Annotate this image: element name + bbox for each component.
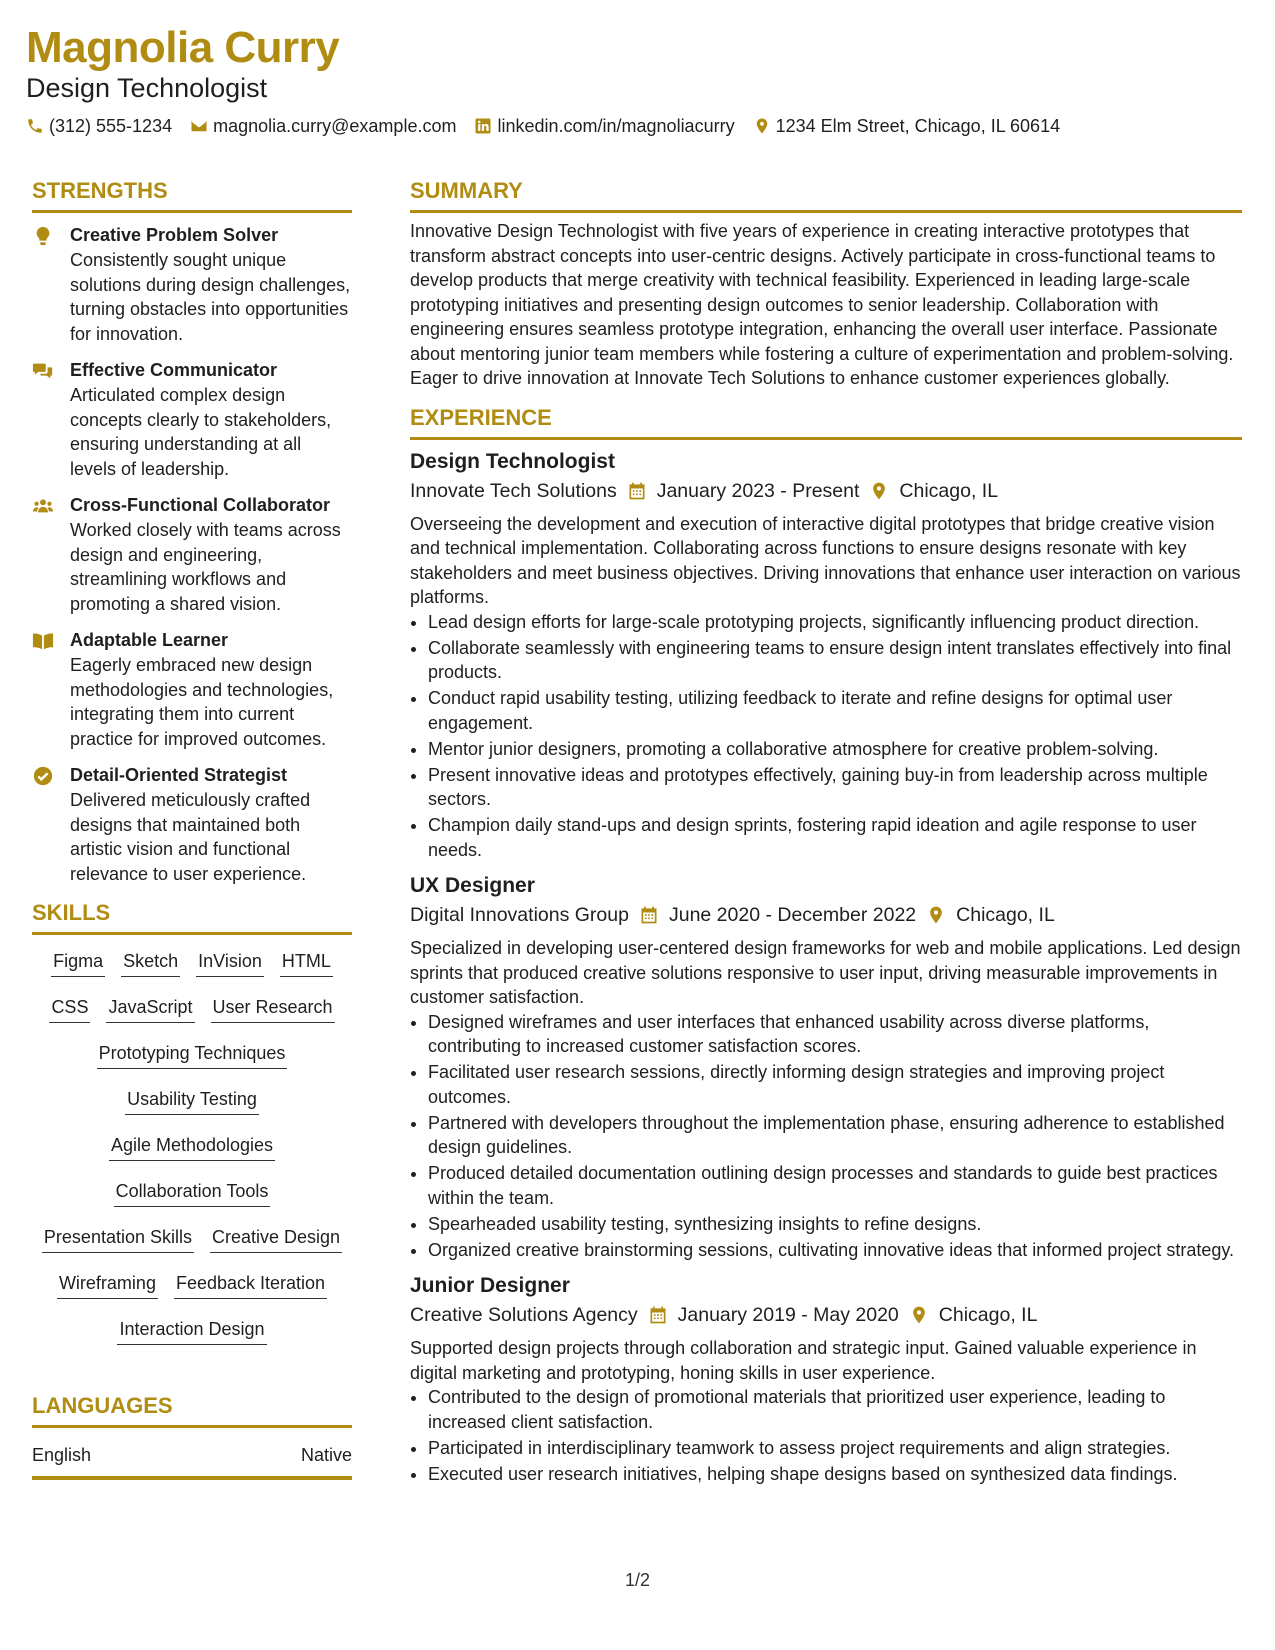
contact-email[interactable] [190, 114, 456, 138]
job-entry [410, 448, 1242, 863]
location-pin-icon [753, 117, 771, 135]
job-location: Chicago, IL [938, 1304, 1038, 1326]
skills-list [32, 943, 352, 1357]
job-title: Design Technologist [410, 449, 615, 473]
job-dates: June 2020 - December 2022 [668, 904, 917, 926]
job-bullet: • Spearheaded usability testing, synthesizing insights to refine designs. [428, 1212, 1242, 1237]
strength-title: Detail-Oriented Strategist [70, 765, 288, 785]
job-meta [410, 900, 1242, 930]
skill-tag: Creative Design [210, 1224, 342, 1253]
job-bullet: • Champion daily stand-ups and design sprints, fostering rapid ideation and agile response to user needs. [428, 813, 1242, 862]
language-level: Native [300, 1445, 352, 1465]
job-bullet: • Present innovative ideas and prototypes effectively, gaining buy-in from leadership across multiple sectors. [428, 763, 1242, 812]
contact-phone-text: (312) 555-1234 [49, 116, 173, 136]
right-column [410, 176, 1242, 1496]
contact-bar [26, 114, 1246, 138]
skill-tag: Wireframing [57, 1270, 158, 1299]
job-bullet: • Organized creative brainstorming sessions, cultivating innovative ideas that informed project strategy. [428, 1238, 1242, 1263]
job-bullets [410, 610, 1242, 863]
strength-desc: Articulated complex design concepts clearly to stakeholders, ensuring understanding at all levels of leadership. [70, 385, 332, 479]
strength-item [32, 628, 352, 751]
phone-icon [26, 117, 44, 135]
candidate-name: Magnolia Curry [26, 23, 340, 72]
job-bullet: • Lead design efforts for large-scale prototyping projects, significantly influencing product direction. [428, 610, 1242, 635]
skill-tag: InVision [196, 948, 264, 977]
job-title: Junior Designer [410, 1274, 570, 1297]
lightbulb-icon [32, 225, 54, 247]
skill-tag: Prototyping Techniques [97, 1040, 288, 1069]
job-location: Chicago, IL [899, 479, 999, 502]
page-number: 1/2 [624, 1570, 651, 1590]
strength-desc: Eagerly embraced new design methodologies and technologies, integrating them into current practice for improved outcomes. [70, 655, 334, 749]
job-dates: January 2019 - May 2020 [677, 1304, 899, 1326]
skills-heading: SKILLS [32, 898, 352, 935]
skill-tag: Collaboration Tools [114, 1178, 271, 1207]
strengths-list [32, 223, 352, 886]
contact-linkedin-text[interactable]: linkedin.com/in/magnoliacurry [497, 116, 735, 136]
strength-desc: Worked closely with teams across design and engineering, streamlining workflows and promoting a shared vision. [70, 520, 341, 614]
job-bullets [410, 1385, 1242, 1486]
job-dates: January 2023 - Present [656, 479, 860, 502]
calendar-icon [648, 1305, 668, 1325]
job-bullet: • Designed wireframes and user interfaces that enhanced usability across diverse platforms, contributing to increased customer satisfaction scores. [428, 1010, 1242, 1059]
languages-heading: LANGUAGES [32, 1391, 352, 1428]
skill-tag: Figma [51, 948, 105, 977]
skill-tag: JavaScript [106, 994, 194, 1023]
strength-title: Creative Problem Solver [70, 225, 279, 245]
experience-heading: EXPERIENCE [410, 403, 1242, 440]
job-bullet: • Contributed to the design of promotional materials that prioritized user experience, leading to increased client satisfaction. [428, 1385, 1242, 1434]
job-company: Creative Solutions Agency [410, 1304, 638, 1326]
contact-address [753, 114, 1061, 138]
job-bullets [410, 1010, 1242, 1263]
skill-tag: Agile Methodologies [109, 1132, 275, 1161]
job-bullet: • Facilitated user research sessions, directly informing design strategies and improving project outcomes. [428, 1060, 1242, 1109]
strength-title: Effective Communicator [70, 360, 278, 380]
summary-text: Innovative Design Technologist with five years of experience in creating interactive prototypes that transform abstract concepts into user-centric designs. Actively participate in cross-functional teams to develop products that merge creativity with technical feasibility. Experienced in leading large-scale prototyping initiatives and presenting design outcomes to senior leadership. Collaboration with engineering ensures seamless prototype integration, enhancing the overall user interface. Passionate about mentoring junior team members while fostering a culture of experimentation and problem-solving. Eager to drive innovation at Innovate Tech Solutions to enhance customer experiences globally. [410, 221, 1234, 388]
job-description: Specialized in developing user-centered design frameworks for web and mobile applications. Led design sprints that produced creative solutions responsive to user input, driving measurable improvements in customer satisfaction. [410, 938, 1241, 1007]
left-column [32, 176, 352, 1480]
envelope-icon [190, 117, 208, 135]
job-meta [410, 1300, 1242, 1330]
contact-email-text[interactable]: magnolia.curry@example.com [213, 116, 457, 136]
job-entry [410, 872, 1242, 1262]
location-pin-icon [909, 1305, 929, 1325]
job-bullet: • Participated in interdisciplinary teamwork to assess project requirements and align strategies. [428, 1436, 1242, 1461]
calendar-icon [627, 481, 647, 501]
job-location: Chicago, IL [956, 904, 1055, 926]
strength-item [32, 223, 352, 346]
skill-tag: Interaction Design [117, 1316, 266, 1345]
job-bullet: • Executed user research initiatives, helping shape designs based on synthesized data findings. [428, 1462, 1242, 1487]
skill-tag: Presentation Skills [42, 1224, 194, 1253]
linkedin-icon [474, 117, 492, 135]
strength-title: Adaptable Learner [70, 630, 229, 650]
job-title: UX Designer [410, 874, 535, 897]
location-pin-icon [926, 905, 946, 925]
job-meta [410, 476, 1242, 506]
resume-header [26, 22, 1246, 138]
job-entry [410, 1272, 1242, 1486]
job-bullet: • Produced detailed documentation outlining design processes and standards to guide best practices within the team. [428, 1161, 1242, 1210]
chat-bubbles-icon [32, 360, 54, 382]
language-name: English [32, 1445, 92, 1465]
contact-phone [26, 114, 172, 138]
job-bullet: • Conduct rapid usability testing, utilizing feedback to iterate and refine designs for optimal user engagement. [428, 686, 1242, 735]
skill-tag: HTML [280, 948, 333, 977]
calendar-icon [639, 905, 659, 925]
strength-item [32, 493, 352, 616]
job-company: Innovate Tech Solutions [410, 479, 617, 502]
open-book-icon [32, 630, 54, 652]
users-icon [32, 495, 54, 517]
summary-heading: SUMMARY [410, 176, 1242, 213]
skill-tag: CSS [49, 994, 90, 1023]
job-company: Digital Innovations Group [410, 904, 629, 926]
strengths-heading: STRENGTHS [32, 176, 352, 213]
check-circle-icon [32, 765, 54, 787]
skill-tag: Feedback Iteration [174, 1270, 327, 1299]
candidate-title: Design Technologist [26, 73, 268, 103]
contact-address-text: 1234 Elm Street, Chicago, IL 60614 [775, 116, 1061, 136]
strength-item [32, 763, 352, 886]
strength-desc: Delivered meticulously crafted designs that maintained both artistic vision and functional relevance to user experience. [70, 790, 311, 884]
strength-desc: Consistently sought unique solutions during design challenges, turning obstacles into opportunities for innovation. [70, 250, 351, 344]
language-row [32, 1442, 352, 1480]
job-bullet: • Collaborate seamlessly with engineering teams to ensure design intent translates effectively into final products. [428, 636, 1242, 685]
job-description: Supported design projects through collaboration and strategic input. Gained valuable experience in digital marketing and prototyping, honing skills in user experience. [410, 1338, 1197, 1383]
strength-item [32, 358, 352, 481]
skill-tag: Usability Testing [125, 1086, 259, 1115]
strength-title: Cross-Functional Collaborator [70, 495, 331, 515]
contact-linkedin[interactable] [474, 114, 734, 138]
skill-tag: User Research [211, 994, 335, 1023]
skill-tag: Sketch [121, 948, 180, 977]
job-bullet: • Mentor junior designers, promoting a collaborative atmosphere for creative problem-solving. [428, 737, 1242, 762]
job-description: Overseeing the development and execution of interactive digital prototypes that bridge creative vision and technical implementation. Collaborating across functions to ensure designs resonate with key stakeholders and meet business objectives. Driving innovations that enhance user interaction on various platforms. [410, 513, 1241, 607]
location-pin-icon [869, 481, 889, 501]
job-bullet: • Partnered with developers throughout the implementation phase, ensuring adherence to established design guidelines. [428, 1111, 1242, 1160]
